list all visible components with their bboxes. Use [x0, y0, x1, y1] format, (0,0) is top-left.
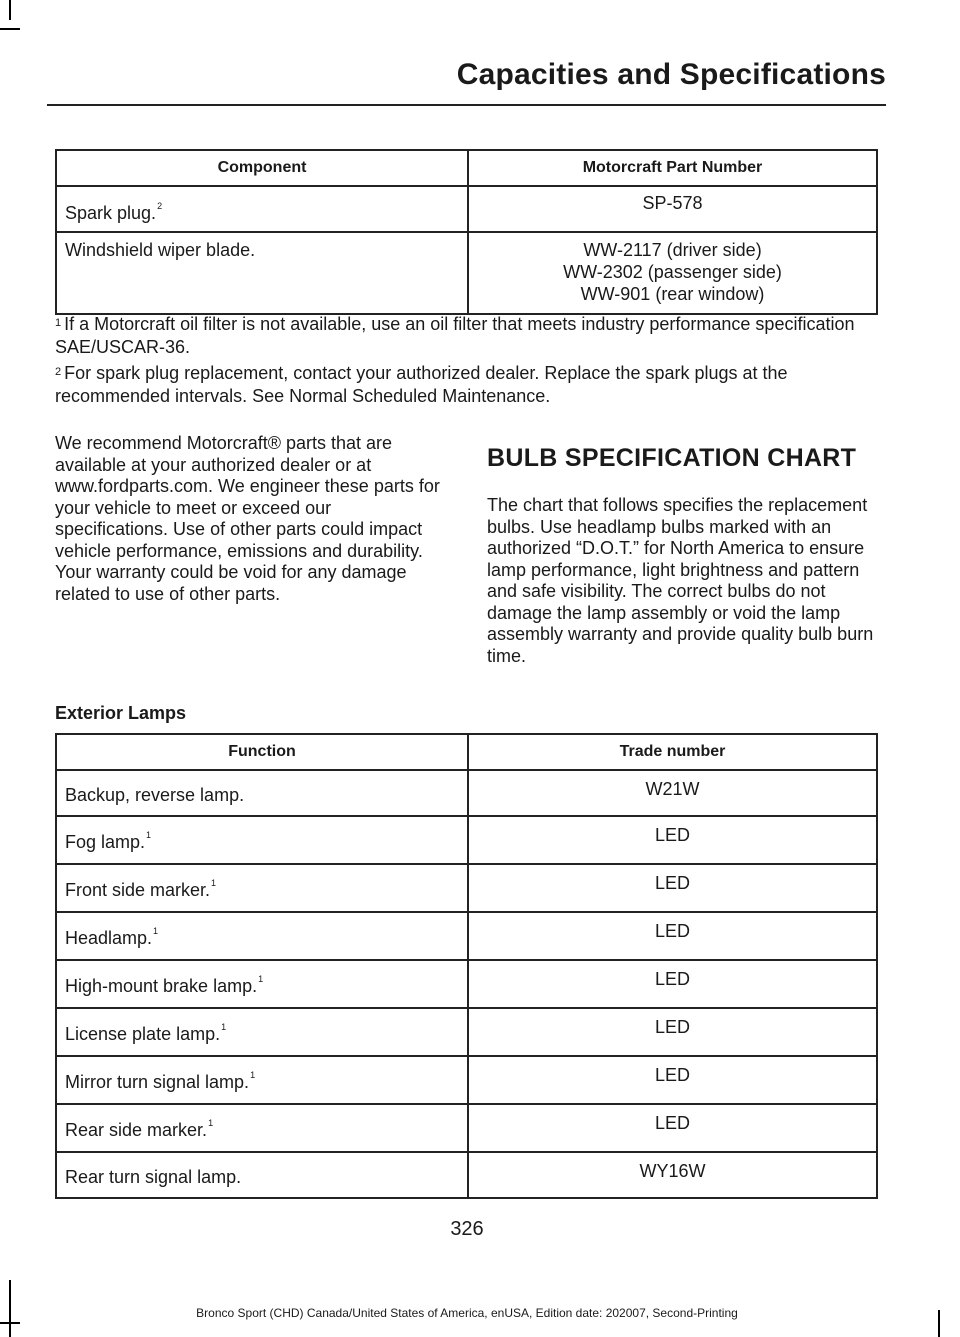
- edition-footer: Bronco Sport (CHD) Canada/United States of America, enUSA, Edition date: 202007, Second-Printing: [196, 1306, 738, 1320]
- exterior-lamps-table: [55, 733, 878, 1199]
- table-row: [56, 770, 877, 816]
- bulb-section: [487, 444, 880, 667]
- lamp-function: Fog lamp.: [65, 832, 146, 852]
- lamp-function: Backup, reverse lamp.: [65, 784, 245, 805]
- column-header-component: Component: [56, 150, 468, 186]
- crop-mark: [0, 28, 20, 30]
- footnote-text: If a Motorcraft oil filter is not available, use an oil filter that meets industry performance specification SAE/USCAR-36.: [55, 314, 855, 357]
- function-cell: [56, 1104, 468, 1152]
- footnote-ref: 1: [250, 1070, 256, 1080]
- trade-number-cell: LED: [468, 816, 877, 864]
- crop-mark: [9, 0, 11, 20]
- table-row: [56, 816, 877, 864]
- crop-mark: [0, 1322, 20, 1324]
- footnotes: [55, 313, 879, 411]
- component-cell: [56, 232, 468, 314]
- function-cell: [56, 816, 468, 864]
- table-row: [56, 232, 877, 314]
- table-row: [56, 912, 877, 960]
- lamp-function: Rear side marker.: [65, 1120, 208, 1140]
- footnote-ref: 1: [211, 878, 217, 888]
- header-divider: [47, 104, 886, 106]
- table-row: [56, 960, 877, 1008]
- table-row: [56, 186, 877, 232]
- table-row: [56, 1104, 877, 1152]
- footnote: [55, 362, 879, 408]
- lamp-function: High-mount brake lamp.: [65, 976, 258, 996]
- component-cell: [56, 186, 468, 232]
- lamp-function: License plate lamp.: [65, 1024, 221, 1044]
- trade-number-cell: LED: [468, 864, 877, 912]
- function-cell: [56, 1008, 468, 1056]
- part-number: WW-901 (rear window): [580, 284, 765, 304]
- function-cell: [56, 770, 468, 816]
- part-number: WW-2117 (driver side): [583, 240, 762, 260]
- footnote-mark: 1: [55, 317, 62, 329]
- column-header-part-number: Motorcraft Part Number: [468, 150, 877, 186]
- column-header-trade-number: Trade number: [468, 734, 877, 770]
- footnote-ref: 1: [208, 1118, 214, 1128]
- table-header-row: [56, 150, 877, 186]
- section-heading: BULB SPECIFICATION CHART: [487, 444, 857, 472]
- function-cell: [56, 1152, 468, 1198]
- component-name: Spark plug.: [65, 203, 157, 223]
- lamp-function: Front side marker.: [65, 880, 211, 900]
- trade-number-cell: LED: [468, 912, 877, 960]
- trade-number-cell: LED: [468, 1008, 877, 1056]
- part-number: WW-2302 (passenger side): [563, 262, 782, 282]
- part-number: SP-578: [642, 193, 703, 213]
- lamp-function: Headlamp.: [65, 928, 153, 948]
- footnote-ref: 1: [146, 830, 152, 840]
- footnote-mark: 2: [55, 366, 62, 378]
- function-cell: [56, 864, 468, 912]
- footnote-ref: 1: [153, 926, 159, 936]
- footnote-ref: 1: [258, 974, 264, 984]
- bulb-paragraph: The chart that follows specifies the replacement bulbs. Use headlamp bulbs marked with an authorized “D.O.T.” for North America to ensure lamp performance, light brightness and pattern and safe visibility. The correct bulbs do not damage the lamp assembly or void the lamp assembly warranty and provide quality bulb burn time.: [487, 495, 874, 666]
- trade-number-cell: WY16W: [468, 1152, 877, 1198]
- exterior-lamps-heading: Exterior Lamps: [55, 703, 187, 723]
- function-cell: [56, 960, 468, 1008]
- page-title: Capacities and Specifications: [456, 58, 886, 91]
- table-row: [56, 1152, 877, 1198]
- table-row: [56, 1008, 877, 1056]
- column-header-function: Function: [56, 734, 468, 770]
- trade-number-cell: W21W: [468, 770, 877, 816]
- function-cell: [56, 912, 468, 960]
- footnote-text: For spark plug replacement, contact your authorized dealer. Replace the spark plugs at the recommended intervals. See Normal Scheduled Maintenance.: [55, 363, 788, 406]
- lamp-function: Mirror turn signal lamp.: [65, 1072, 250, 1092]
- table-header-row: [56, 734, 877, 770]
- lamp-function: Rear turn signal lamp.: [65, 1166, 242, 1187]
- trade-number-cell: LED: [468, 1104, 877, 1152]
- page-number: 326: [450, 1218, 484, 1240]
- trade-number-cell: LED: [468, 1056, 877, 1104]
- part-number-cell: [468, 186, 877, 232]
- trade-number-cell: LED: [468, 960, 877, 1008]
- footnote-ref: 1: [221, 1022, 227, 1032]
- part-number-cell: [468, 232, 877, 314]
- footnote: [55, 313, 879, 359]
- recommend-paragraph: We recommend Motorcraft® parts that are available at your authorized dealer or at www.fordparts.com. We engineer these parts for your vehicle to meet or exceed our specifications. Use of other parts could impact vehicle performance, emissions and durability. Your warranty could be void for any damage related to use of other parts.: [55, 433, 440, 604]
- component-name: Windshield wiper blade.: [65, 240, 256, 260]
- table-row: [56, 864, 877, 912]
- components-table: [55, 149, 878, 315]
- table-row: [56, 1056, 877, 1104]
- function-cell: [56, 1056, 468, 1104]
- footnote-ref: 2: [157, 201, 163, 211]
- crop-mark: [938, 1310, 940, 1337]
